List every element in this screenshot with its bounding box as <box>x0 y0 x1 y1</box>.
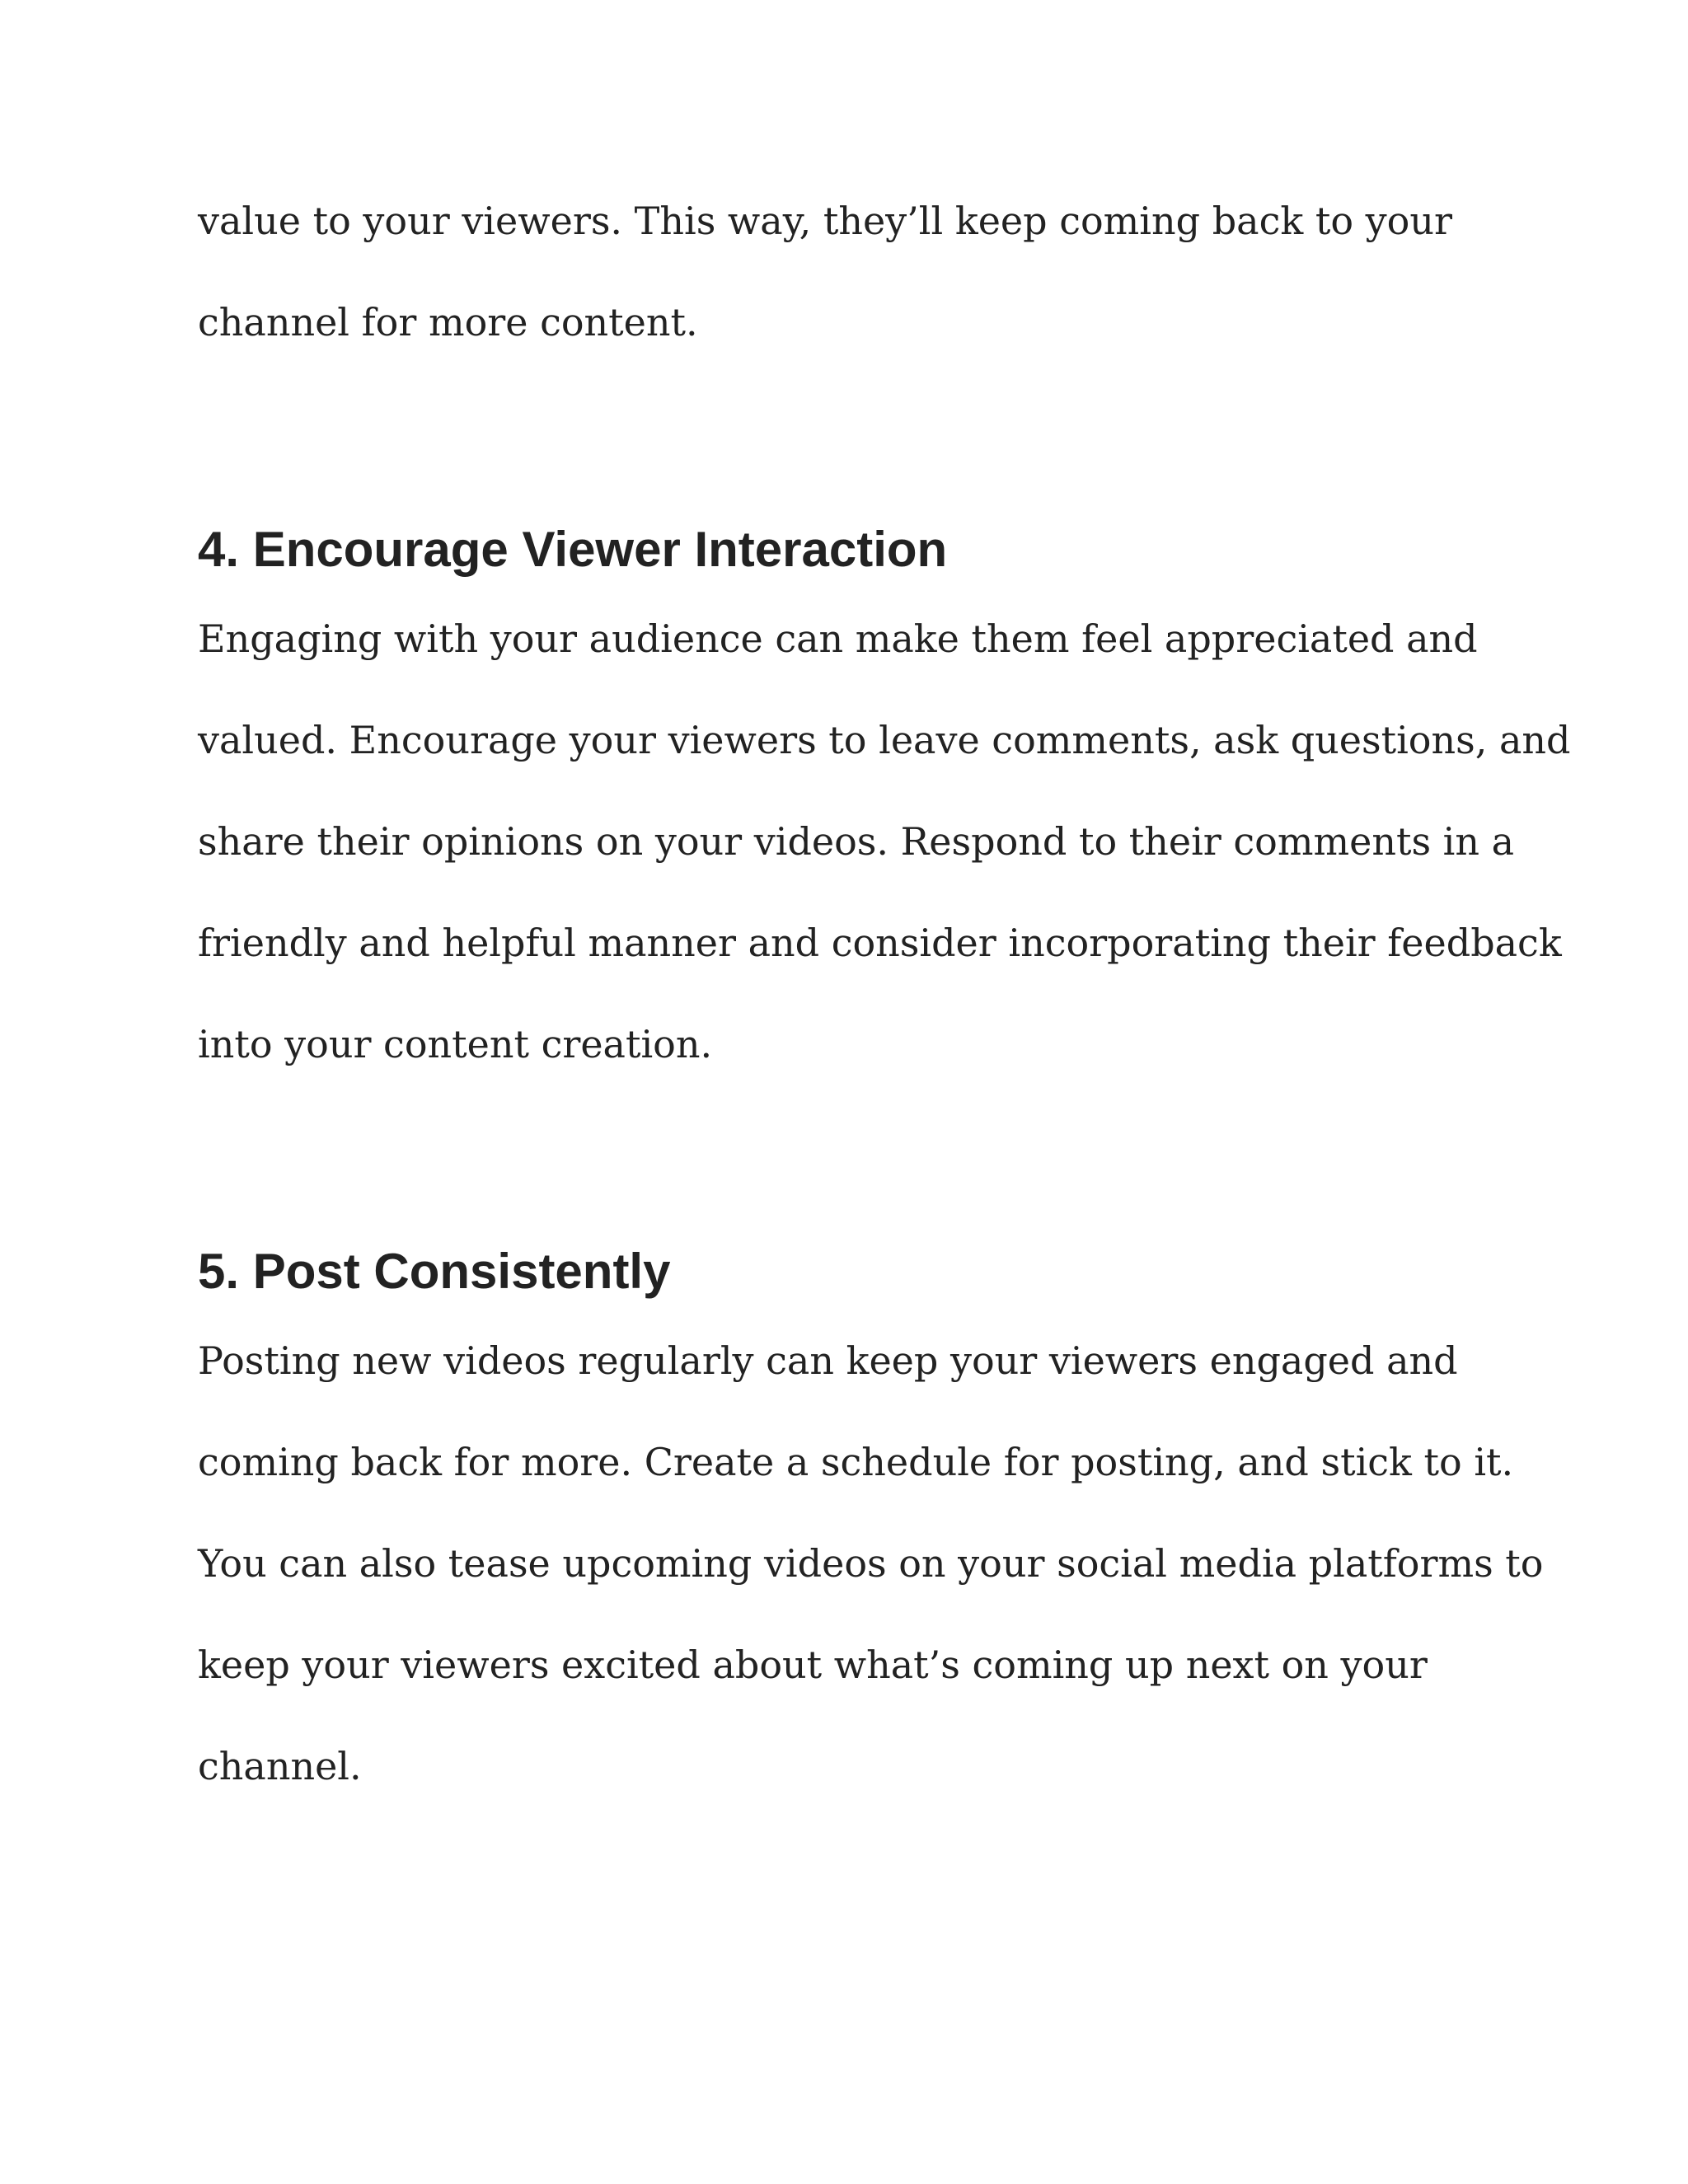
section-paragraph-line: valued. Encourage your viewers to leave comments, ask questions, and <box>198 718 1571 762</box>
section-paragraph-line: Posting new videos regularly can keep your viewers engaged and <box>198 1338 1458 1383</box>
section-paragraph-line: You can also tease upcoming videos on your social media platforms to <box>198 1541 1544 1586</box>
section-paragraph-line: friendly and helpful manner and consider incorporating their feedback <box>198 921 1562 965</box>
section-paragraph-line: into your content creation. <box>198 1022 713 1066</box>
section-paragraph-line: share their opinions on your videos. Respond to their comments in a <box>198 819 1515 864</box>
intro-paragraph-line: value to your viewers. This way, they’ll keep coming back to your <box>198 199 1452 243</box>
section-heading: 4. Encourage Viewer Interaction <box>198 522 948 577</box>
section-paragraph-line: Engaging with your audience can make them feel appreciated and <box>198 616 1478 661</box>
section-paragraph-line: coming back for more. Create a schedule for posting, and stick to it. <box>198 1440 1514 1484</box>
intro-paragraph-line: channel for more content. <box>198 300 698 344</box>
section-heading: 5. Post Consistently <box>198 1244 671 1299</box>
section-paragraph-line: keep your viewers excited about what’s coming up next on your <box>198 1643 1428 1687</box>
section-paragraph-line: channel. <box>198 1744 362 1788</box>
